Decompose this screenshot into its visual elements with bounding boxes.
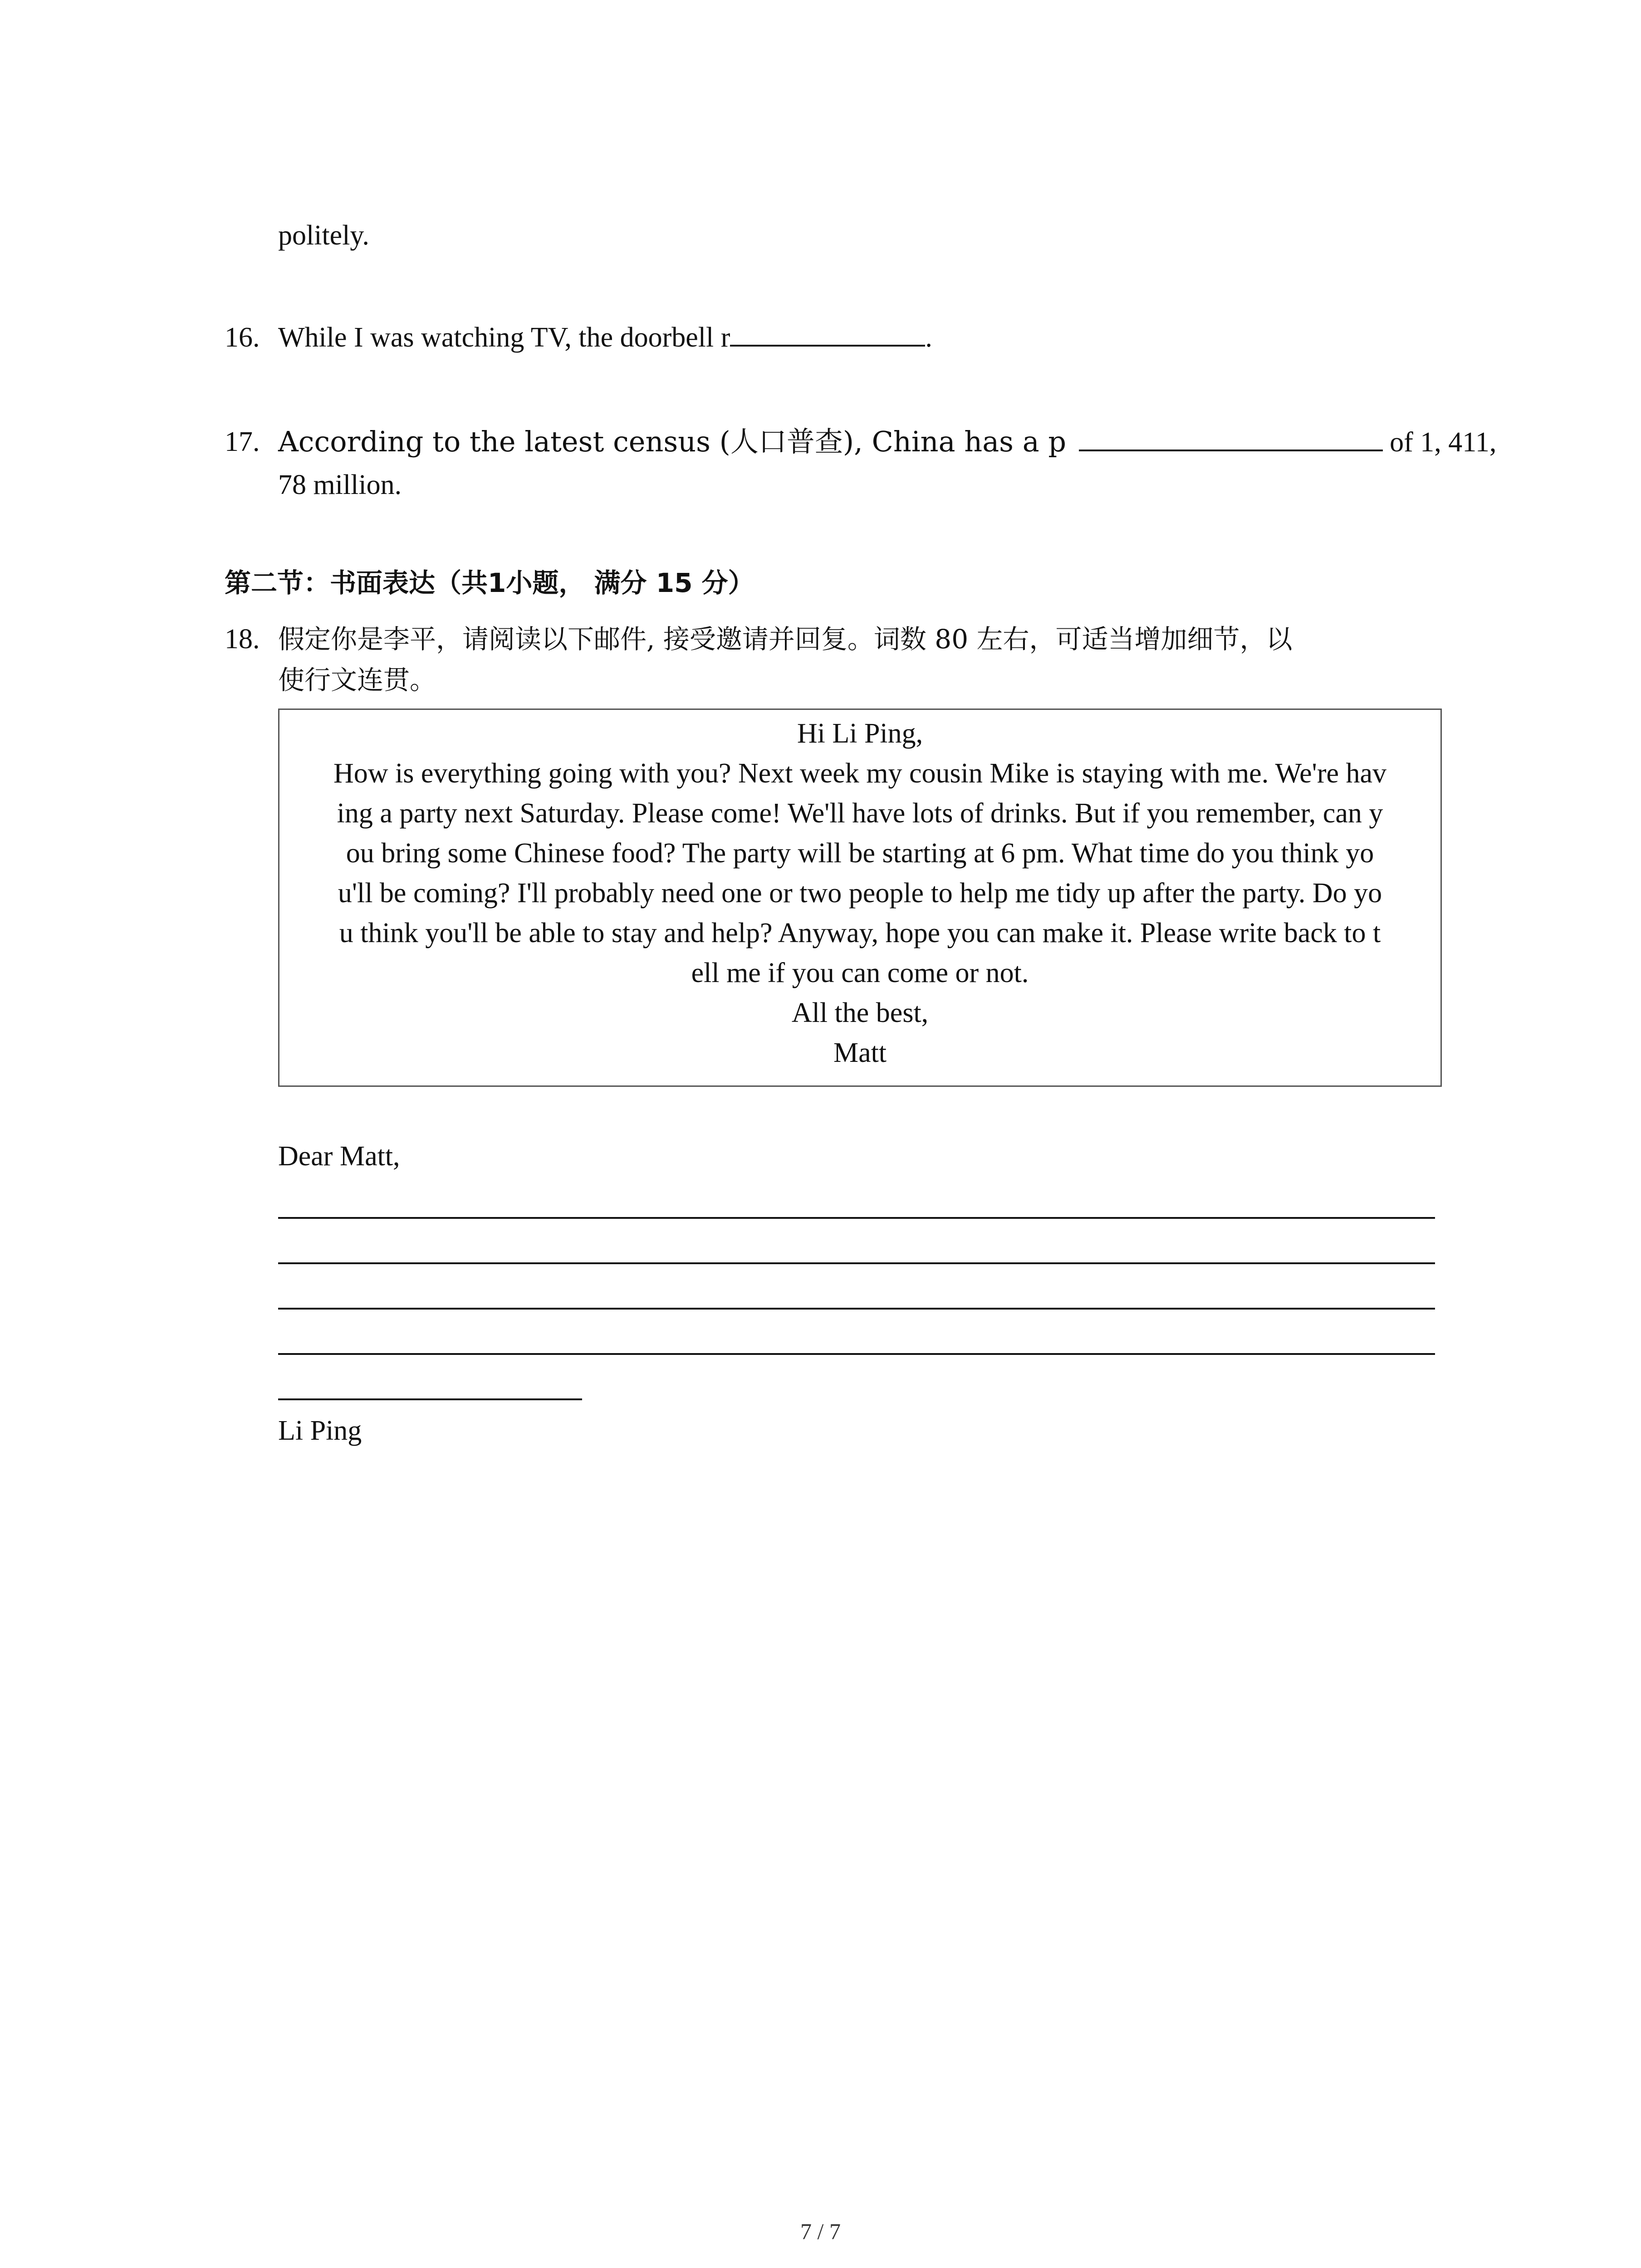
question-16-prompt: While I was watching TV, the doorbell r [278,322,730,353]
question-16-answer-blank[interactable] [730,318,925,347]
question-18-number: 18. [225,624,260,655]
question-17-text [278,420,1496,464]
question-17-line-2: 78 million. [278,469,402,500]
email-closing: All the best, [791,997,929,1028]
reply-signature: Li Ping [278,1415,362,1446]
email-body-line: u think you'll be able to stay and help? Anyway, hope you can make it. Please write back to t [339,918,1381,948]
answer-writing-line[interactable] [278,1353,1435,1355]
question-16-period: . [925,322,932,353]
answer-writing-line-short[interactable] [278,1398,582,1400]
question-17-answer-blank[interactable] [1079,422,1383,451]
reply-salutation: Dear Matt, [278,1141,400,1172]
email-body-line: u'll be coming? I'll probably need one or two people to help me tidy up after the party. Do yo [338,878,1382,909]
email-box [278,709,1442,1087]
email-signature: Matt [833,1037,887,1068]
answer-writing-line[interactable] [278,1262,1435,1264]
question-16-number: 16. [225,322,260,353]
email-body-line: ell me if you can come or not. [691,958,1029,988]
previous-question-continuation: politely. [278,220,369,251]
question-16-text [278,315,932,360]
question-18-instruction-line-2: 使行文连贯。 [278,665,436,695]
page-number: 7 / 7 [800,2219,841,2244]
question-17-prompt: According to the latest census (人口普查), China has a p [278,425,1067,458]
email-body-line: How is everything going with you? Next week my cousin Mike is staying with me. We're hav [333,758,1387,789]
section-heading: 第二节：书面表达（共1小题， 满分 15 分） [225,567,754,598]
answer-writing-line[interactable] [278,1217,1435,1219]
question-17-suffix: of 1, 411, [1382,427,1497,458]
email-greeting: Hi Li Ping, [797,718,923,749]
answer-writing-line[interactable] [278,1308,1435,1310]
email-body-line: ou bring some Chinese food? The party will be starting at 6 pm. What time do you think yo [346,838,1374,869]
question-18-instruction-line-1: 假定你是李平，请阅读以下邮件, 接受邀请并回复。词数 80 左右，可适当增加细节，以 [278,624,1293,655]
email-body-line: ing a party next Saturday. Please come! We'll have lots of drinks. But if you remember, can y [337,798,1383,829]
question-17-number: 17. [225,426,260,457]
